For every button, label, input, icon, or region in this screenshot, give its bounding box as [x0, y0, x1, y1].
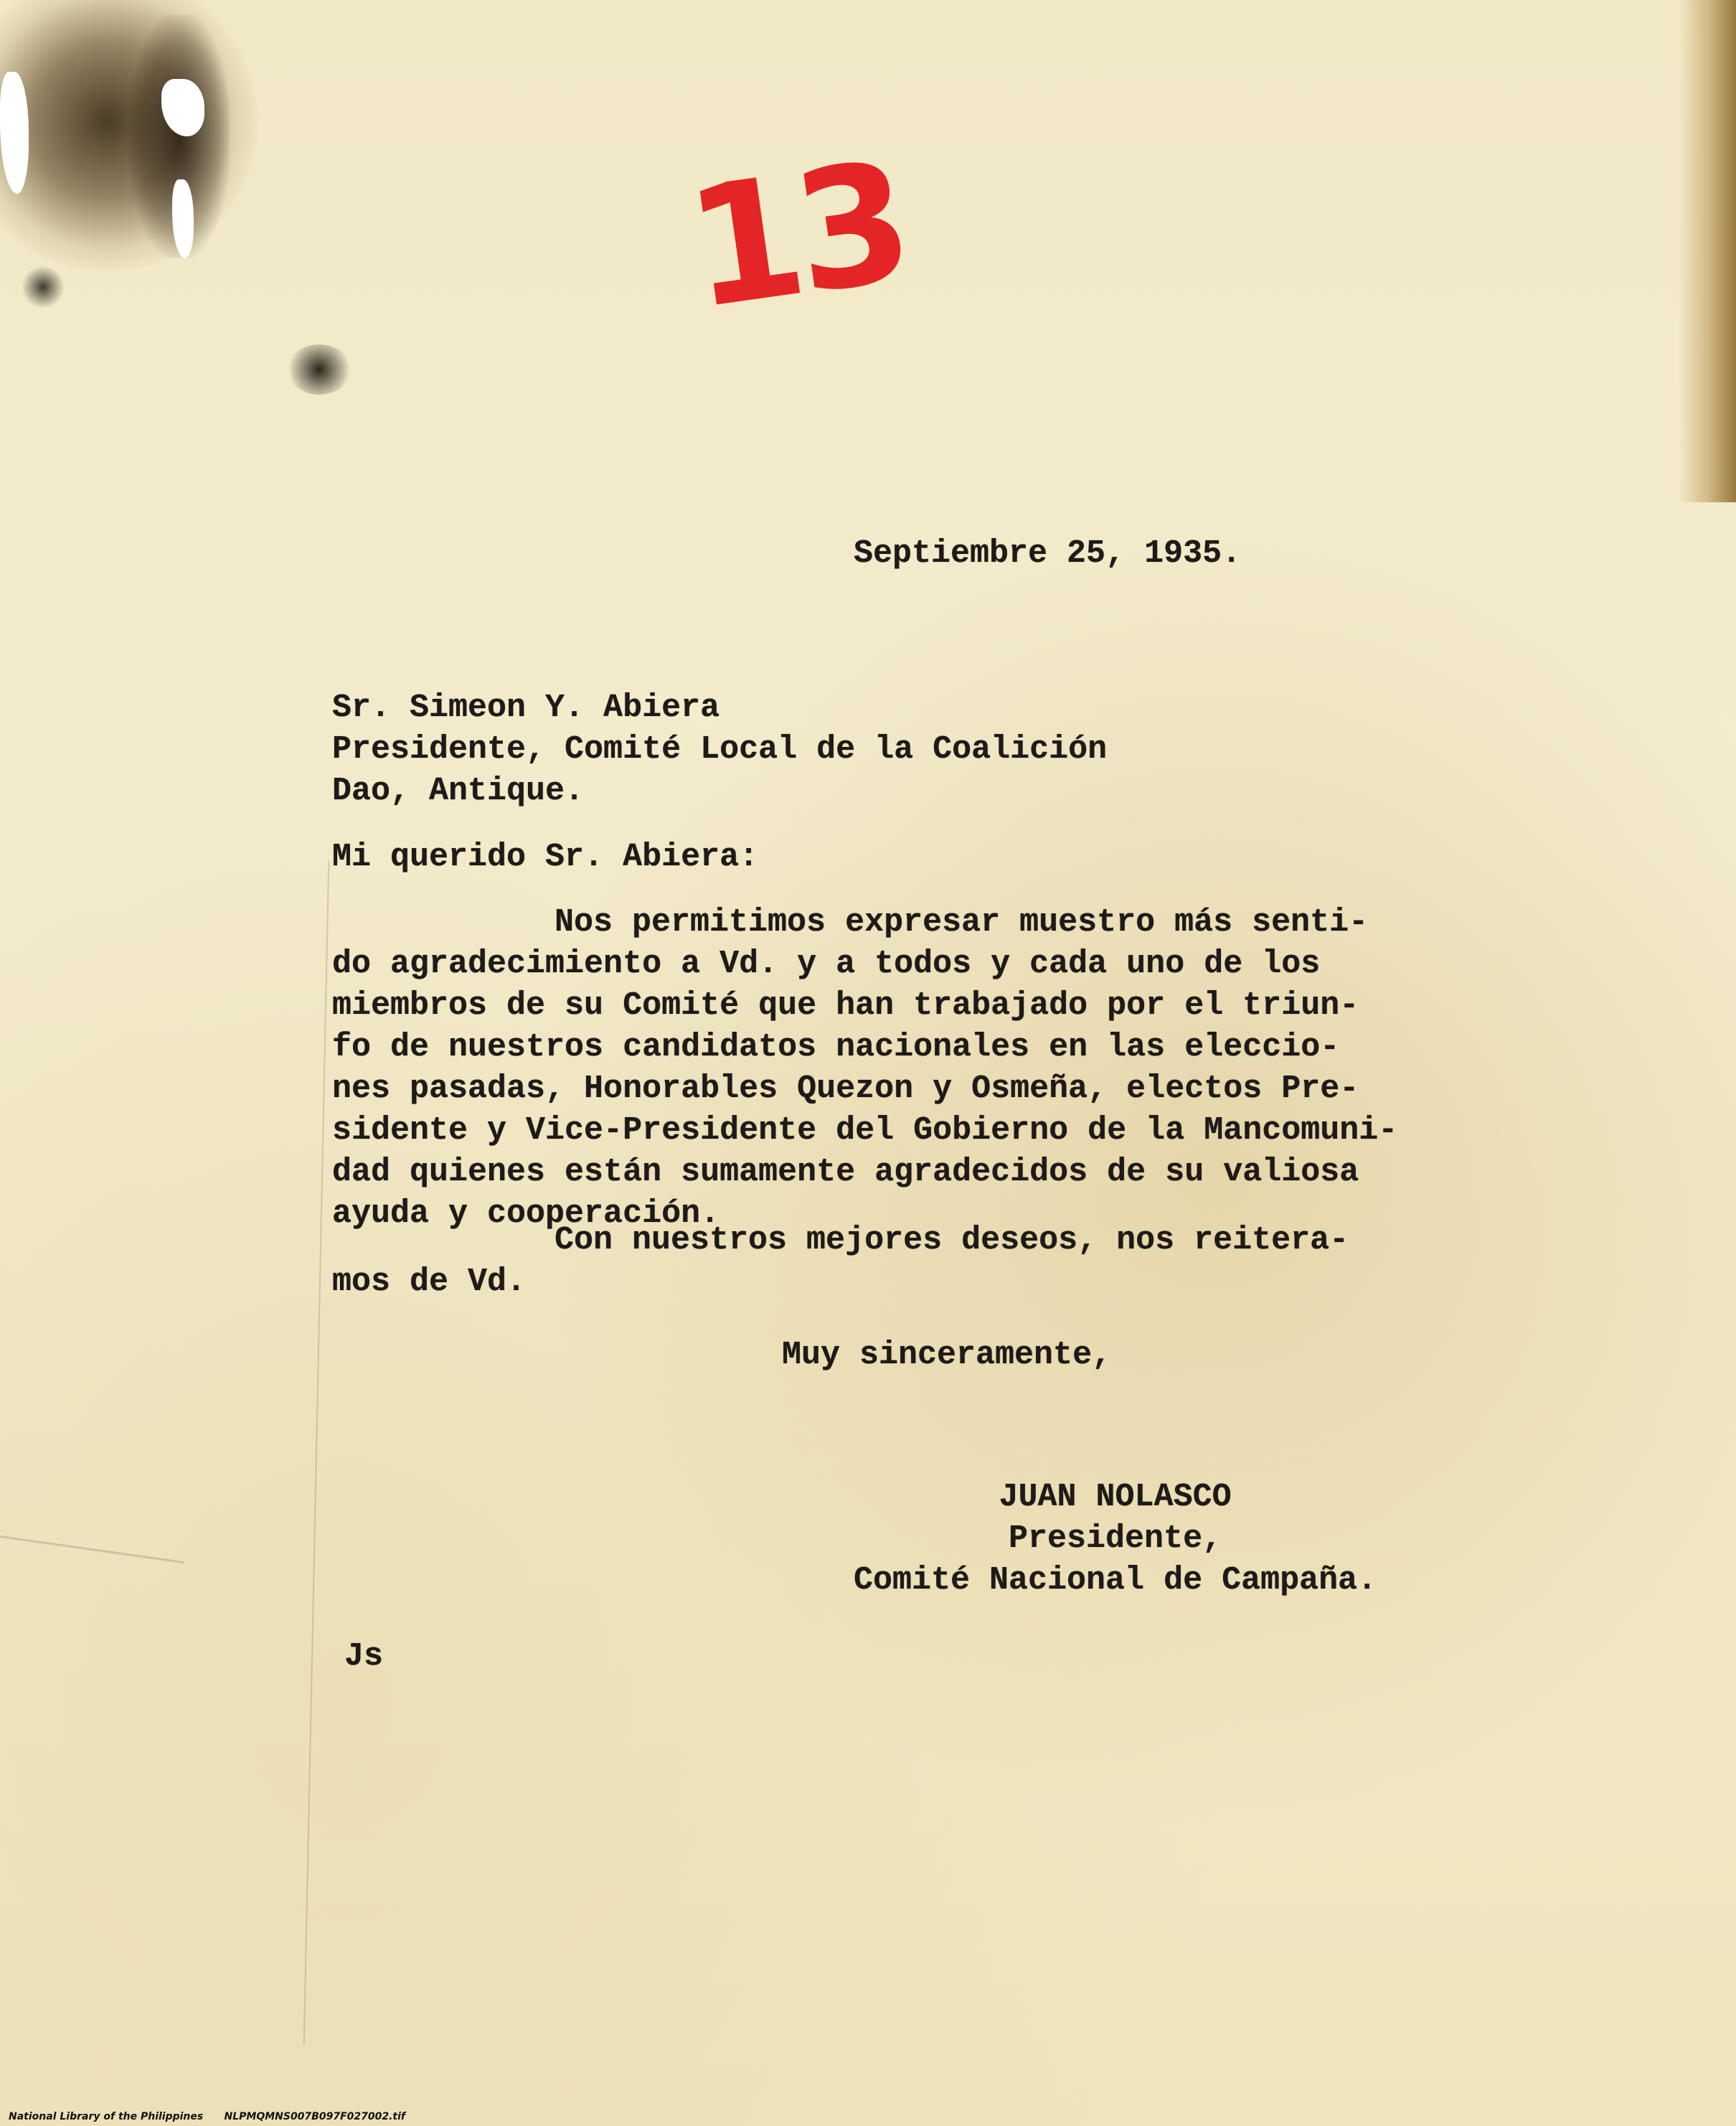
body-line: dad quienes están sumamente agradecidos de su valiosa: [332, 1154, 1359, 1190]
addressee-line: Sr. Simeon Y. Abiera: [332, 690, 720, 726]
closing: Muy sinceramente,: [782, 1337, 1112, 1373]
typist-initials: Js: [344, 1638, 384, 1675]
body-line: mos de Vd.: [332, 1264, 527, 1300]
body-line: Con nuestros mejores deseos, nos reitera-: [555, 1222, 1349, 1259]
signer-title: Presidente,: [1009, 1520, 1222, 1557]
addressee-line: Dao, Antique.: [332, 773, 585, 809]
signer-name: JUAN NOLASCO: [999, 1479, 1232, 1515]
file-name: NLPMQMNS007B097F027002.tif: [224, 2111, 405, 2122]
handwritten-page-number: 13: [676, 126, 917, 347]
body-line: miembros de su Comité que han trabajado por el triun-: [332, 987, 1359, 1024]
body-line: ayuda y cooperación.: [332, 1195, 720, 1232]
body-line: fo de nuestros candidatos nacionales en las eleccio-: [332, 1029, 1340, 1066]
body-paragraph: [332, 902, 1397, 1235]
aged-edge: [1679, 0, 1736, 502]
body-paragraph: [332, 1220, 1349, 1303]
archive-footer: [0, 2107, 1736, 2126]
salutation: Mi querido Sr. Abiera:: [332, 839, 759, 875]
signer-organization: Comité Nacional de Campaña.: [854, 1562, 1377, 1599]
paper-crease: [0, 1535, 185, 1563]
signature-block: [854, 1477, 1377, 1601]
ink-blot: [287, 344, 352, 395]
body-line: nes pasadas, Honorables Quezon y Osmeña, electos Pre-: [332, 1071, 1359, 1107]
ink-blot: [22, 265, 65, 309]
addressee-line: Presidente, Comité Local de la Coalición: [332, 731, 1108, 768]
body-line: Nos permitimos expresar muestro más senti-: [555, 904, 1369, 941]
paper-crease: [303, 861, 330, 2045]
library-name: National Library of the Philippines: [9, 2111, 204, 2122]
body-line: do agradecimiento a Vd. y a todos y cada uno de los: [332, 946, 1321, 982]
addressee-block: [332, 687, 1107, 812]
letter-date: Septiembre 25, 1935.: [854, 535, 1242, 572]
body-line: sidente y Vice-Presidente del Gobierno de la Mancomuni-: [332, 1112, 1398, 1149]
